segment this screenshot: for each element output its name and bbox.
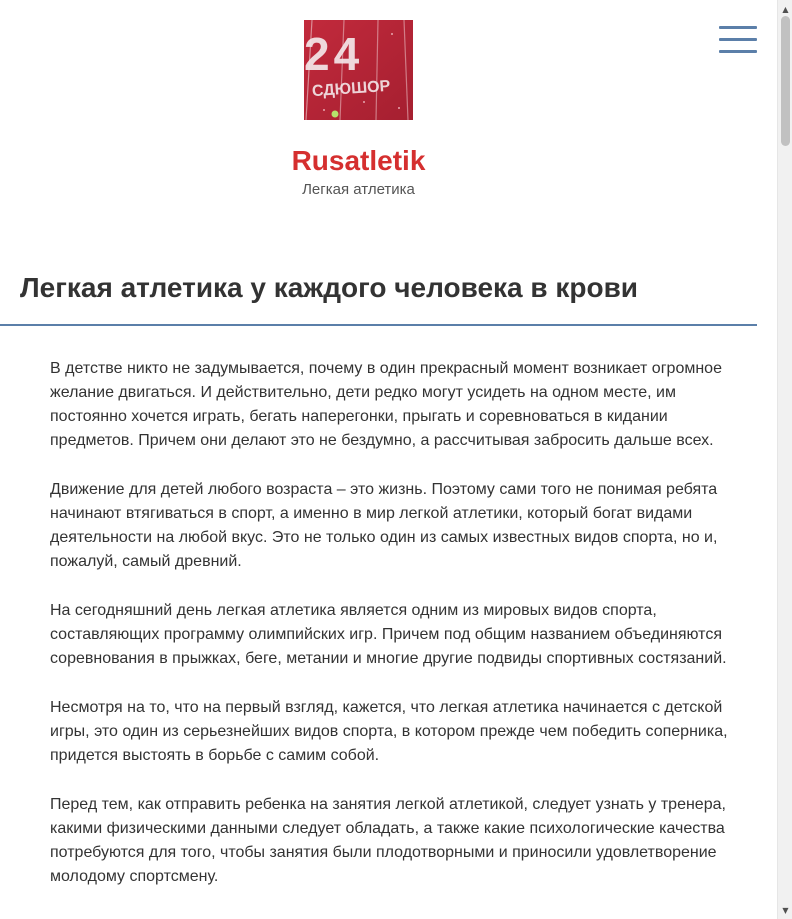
title-divider bbox=[0, 324, 757, 326]
article-paragraph: Несмотря на то, что на первый взгляд, кажется, что легкая атлетика начинается с детской игры, это один из серьезнейших видов спорта, в котором прежде чем победить соперника, придется выстоять в борьбе с самим собой. bbox=[50, 699, 728, 764]
article-body bbox=[50, 357, 750, 914]
site-logo[interactable] bbox=[304, 20, 413, 120]
logo-caption: СДЮШОР bbox=[311, 77, 391, 101]
vertical-scrollbar[interactable] bbox=[777, 0, 792, 919]
scroll-down-icon[interactable]: ▼ bbox=[782, 905, 789, 915]
article-paragraph: Движение для детей любого возраста – это жизнь. Поэтому сами того не понимая ребята начинают втягиваться в спорт, а именно в мир легкой атлетики, который богат видами деятельности на любой вкус. Это не только один из самых известных видов спорта, но и, пожалуй, самый древний. bbox=[50, 481, 718, 570]
scrollbar-thumb[interactable] bbox=[781, 16, 790, 146]
site-title[interactable]: Rusatletik bbox=[291, 145, 426, 176]
article-paragraph: На сегодняшний день легкая атлетика является одним из мировых видов спорта, составляющих программу олимпийских игр. Причем под общим названием объединяются соревнования в прыжках, беге, метании и многие другие подвиды спортивных состязаний. bbox=[50, 602, 727, 667]
article-title: Легкая атлетика у каждого человека в крови bbox=[20, 272, 639, 303]
hamburger-icon bbox=[719, 26, 757, 29]
logo-number: 24 bbox=[304, 28, 364, 80]
article-paragraph: Перед тем, как отправить ребенка на занятия легкой атлетикой, следует узнать у тренера, какими физическими данными следует обладать, а также какие психологические качества потребуются для того, чтобы занятия были плодотворными и приносили удовлетворение молодому спортсмену. bbox=[50, 796, 726, 885]
menu-toggle-button[interactable] bbox=[719, 26, 757, 56]
site-description: Легкая атлетика bbox=[302, 181, 415, 198]
scroll-up-icon[interactable]: ▲ bbox=[782, 4, 789, 14]
article-paragraph: В детстве никто не задумывается, почему в один прекрасный момент возникает огромное желание двигаться. И действительно, дети редко могут усидеть на одном месте, им постоянно хочется играть, бегать наперегонки, прыгать и соревноваться в кидании предметов. Причем они делают это не бездумно, а рассчитывая забросить дальше всех. bbox=[50, 360, 722, 449]
